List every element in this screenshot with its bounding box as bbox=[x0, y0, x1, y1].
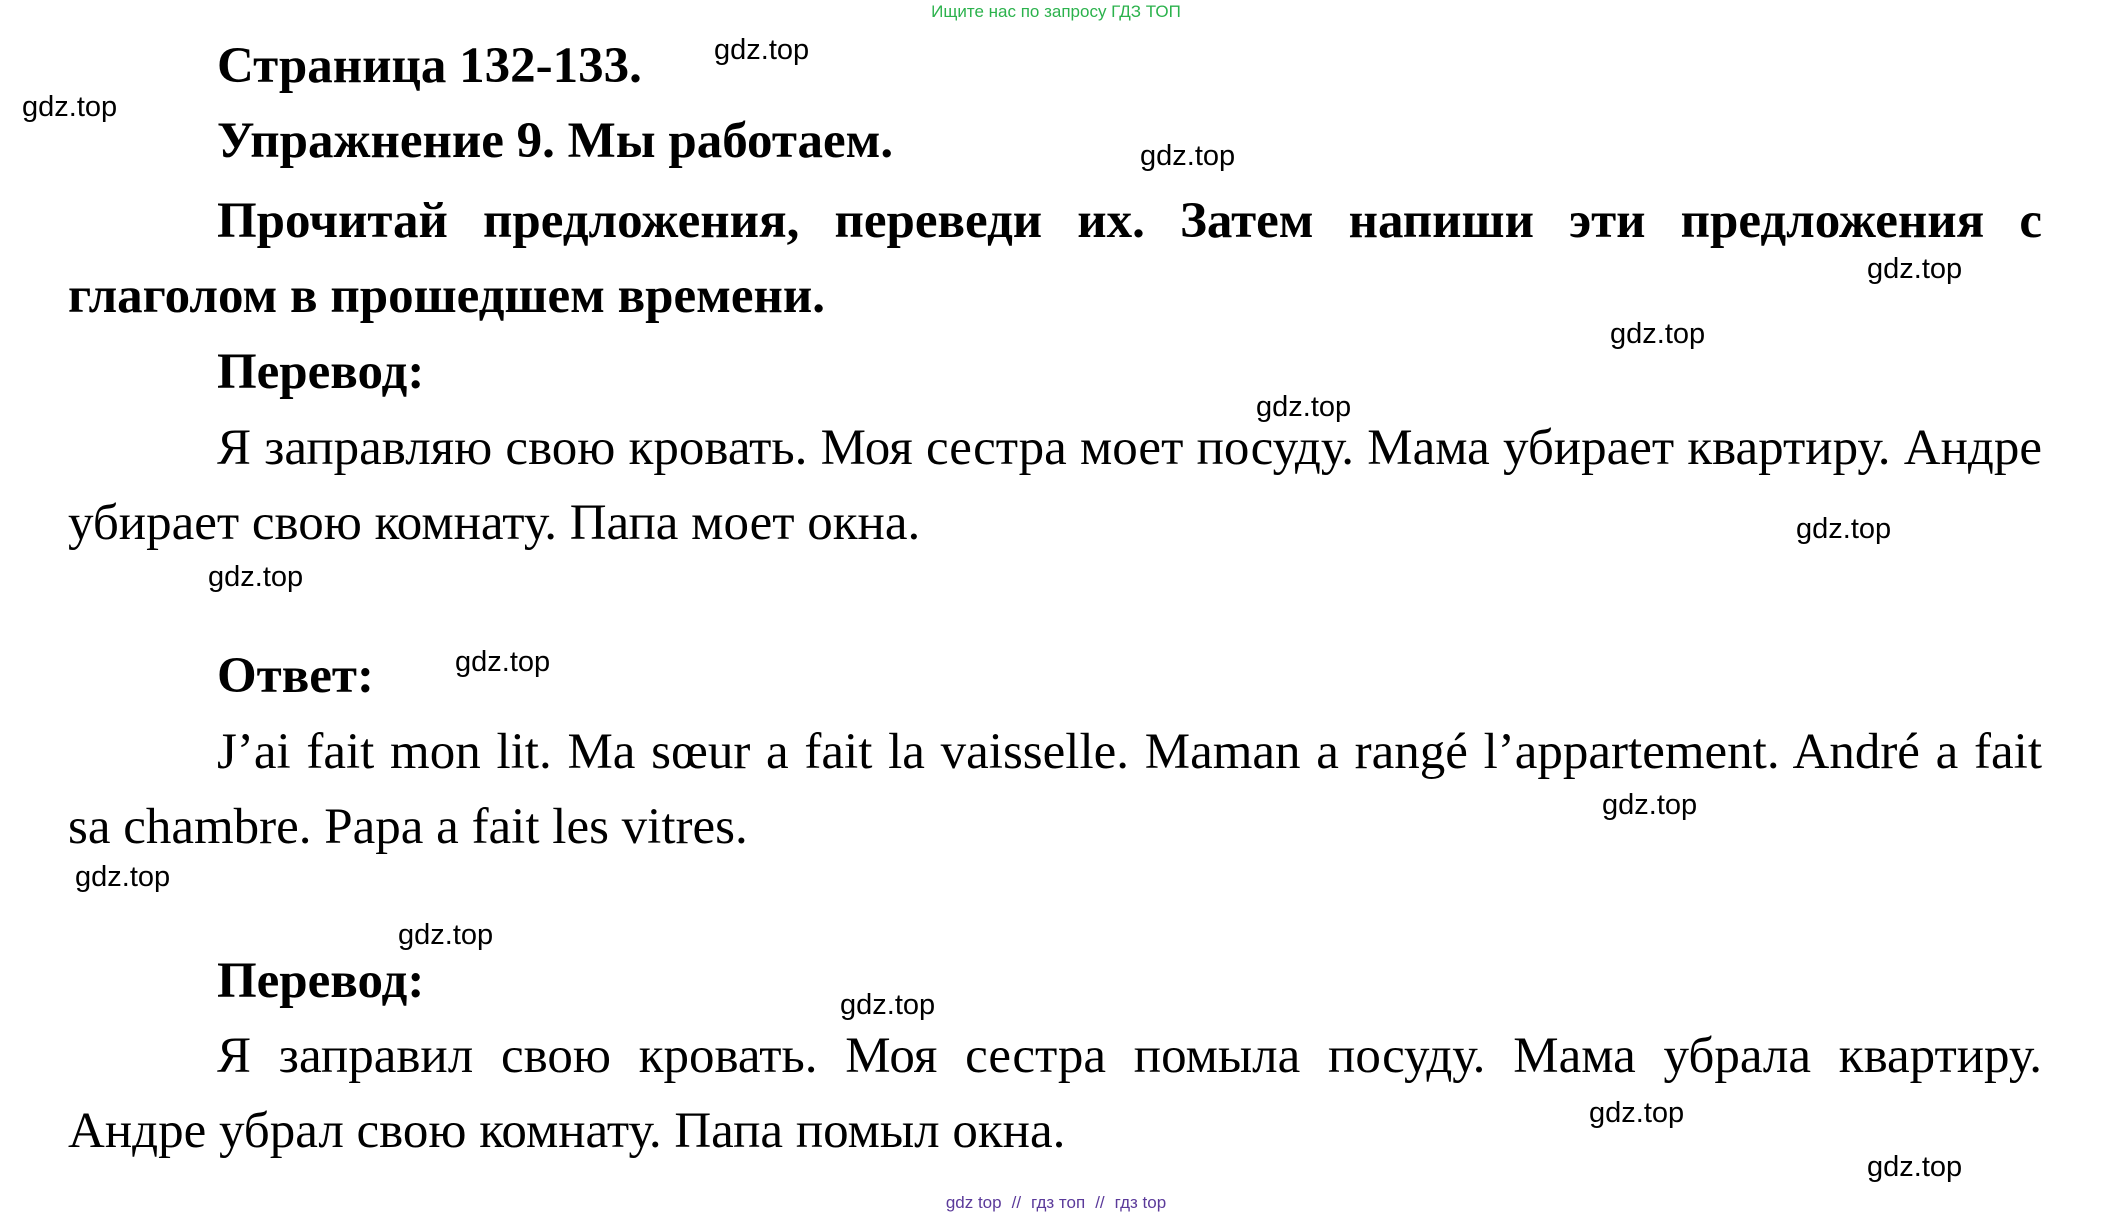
bottom-banner-item: гдз топ bbox=[1031, 1193, 1086, 1212]
bottom-banner-item: gdz top bbox=[945, 1193, 1002, 1212]
watermark: gdz.top bbox=[398, 919, 494, 951]
answer-label: Ответ: bbox=[217, 648, 374, 704]
watermark: gdz.top bbox=[1796, 513, 1892, 545]
page-title: Страница 132-133. bbox=[217, 38, 642, 94]
watermark: gdz.top bbox=[714, 34, 810, 66]
watermark: gdz.top bbox=[455, 646, 551, 678]
translation-1-label: Перевод: bbox=[217, 344, 425, 400]
watermark: gdz.top bbox=[1140, 140, 1236, 172]
bottom-banner-separator: // bbox=[1095, 1193, 1105, 1212]
watermark: gdz.top bbox=[1867, 253, 1963, 285]
exercise-title: Упражнение 9. Мы работаем. bbox=[217, 113, 894, 169]
bottom-banner-item: гдз top bbox=[1114, 1193, 1167, 1212]
watermark: gdz.top bbox=[75, 861, 171, 893]
bottom-banner bbox=[0, 1193, 2112, 1213]
top-banner: Ищите нас по запросу ГДЗ ТОП bbox=[931, 2, 1181, 21]
translation-1-text: Я заправляю свою кровать. Моя сестра моет посуду. Мама убирает квартиру. Андре убирает свою комнату. Папа моет окна. bbox=[68, 420, 2042, 551]
translation-2-label: Перевод: bbox=[217, 953, 425, 1009]
watermark: gdz.top bbox=[840, 989, 936, 1021]
bottom-banner-separator: // bbox=[1011, 1193, 1022, 1212]
watermark: gdz.top bbox=[1589, 1097, 1685, 1129]
watermark: gdz.top bbox=[1867, 1151, 1963, 1183]
instruction-text: Прочитай предложения, переведи их. Затем напиши эти предложения с глаголом в прошедшем времени. bbox=[68, 193, 2042, 324]
watermark: gdz.top bbox=[22, 91, 118, 123]
translation-2-text: Я заправил свою кровать. Моя сестра помыла посуду. Мама убрала квартиру. Андре убрал свою комнату. Папа помыл окна. bbox=[68, 1028, 2042, 1159]
answer-text: J’ai fait mon lit. Ma sœur a fait la vaisselle. Maman a rangé l’appartement. André a fait sa chambre. Papa a fait les vitres. bbox=[68, 724, 2042, 855]
watermark: gdz.top bbox=[208, 561, 304, 593]
watermark: gdz.top bbox=[1256, 391, 1352, 423]
watermark: gdz.top bbox=[1602, 789, 1698, 821]
watermark: gdz.top bbox=[1610, 318, 1706, 350]
